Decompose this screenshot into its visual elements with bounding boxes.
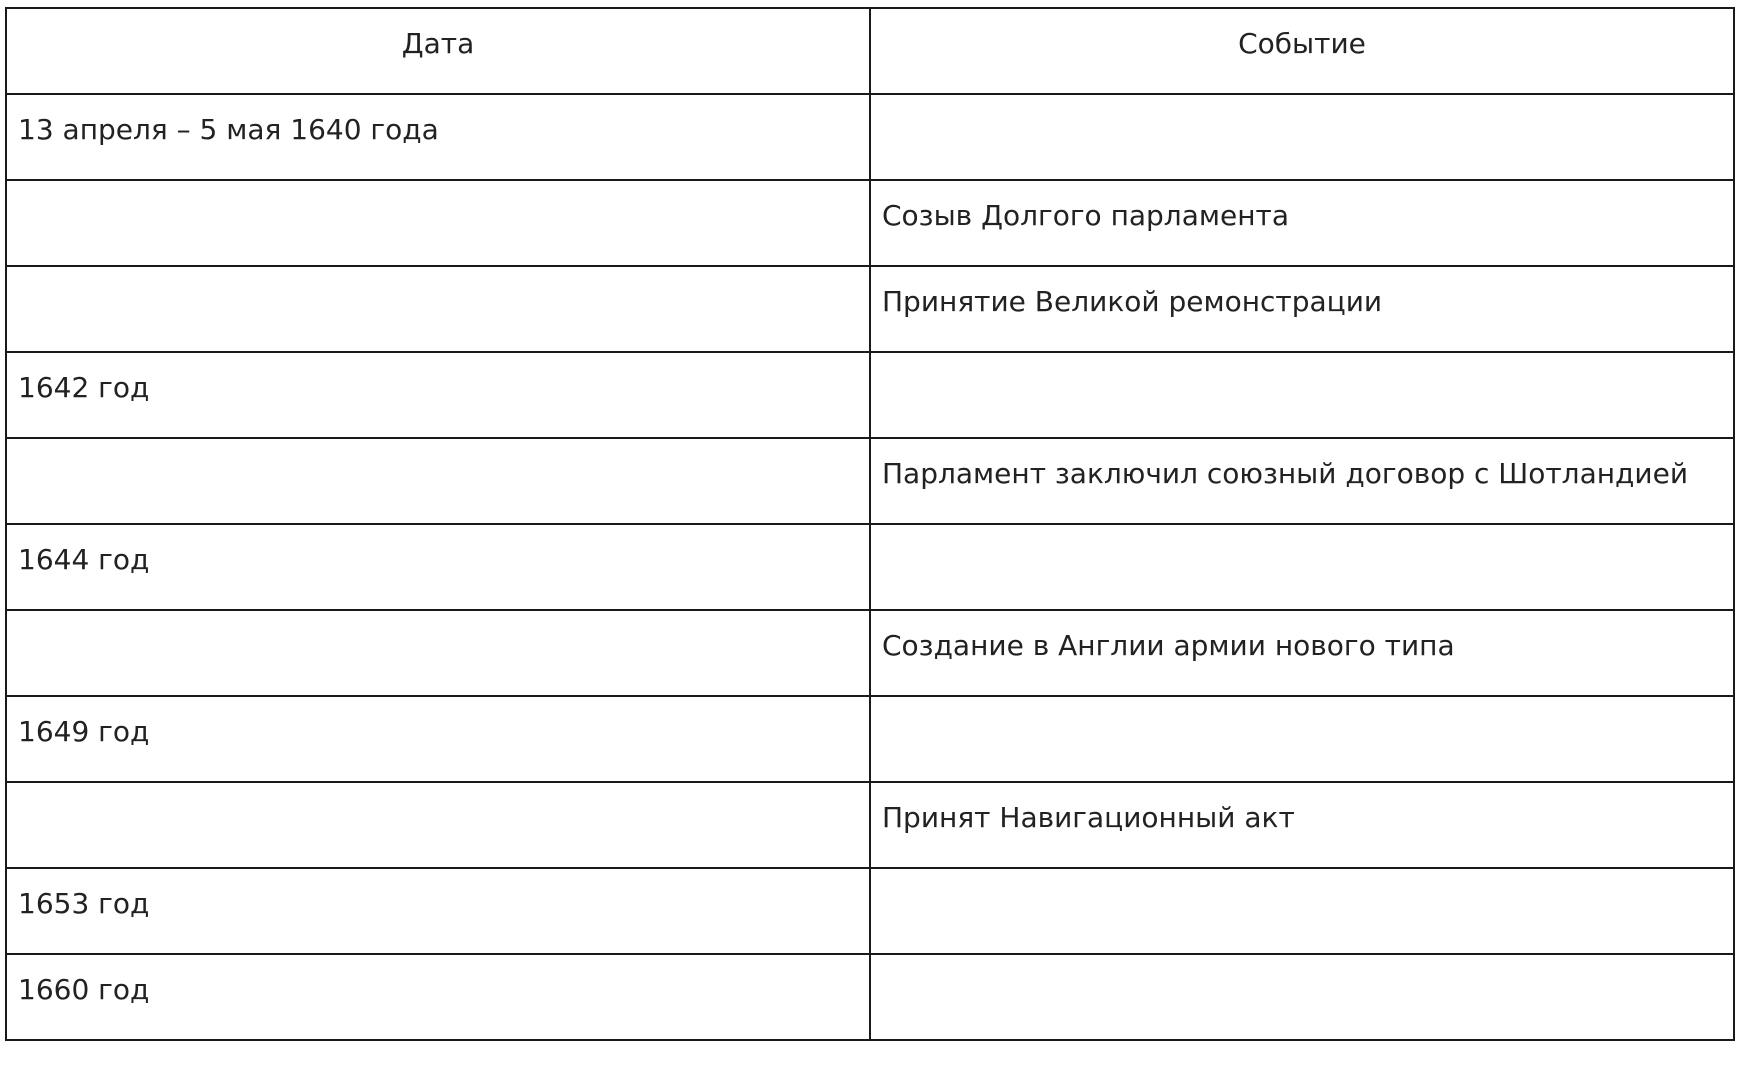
event-cell — [870, 524, 1734, 610]
date-cell: 1644 год — [6, 524, 870, 610]
table-row — [6, 868, 1734, 954]
event-cell — [870, 696, 1734, 782]
date-cell — [6, 180, 870, 266]
table-row — [6, 782, 1734, 868]
column-header-date: Дата — [6, 8, 870, 94]
table-row — [6, 524, 1734, 610]
timeline-table — [5, 7, 1735, 1041]
table-row — [6, 352, 1734, 438]
date-cell — [6, 438, 870, 524]
event-cell: Созыв Долгого парламента — [870, 180, 1734, 266]
table-row — [6, 94, 1734, 180]
table-row — [6, 266, 1734, 352]
event-cell: Парламент заключил союзный договор с Шотландией — [870, 438, 1734, 524]
date-cell: 1649 год — [6, 696, 870, 782]
event-cell — [870, 954, 1734, 1040]
event-cell — [870, 868, 1734, 954]
table-row — [6, 610, 1734, 696]
event-cell: Принятие Великой ремонстрации — [870, 266, 1734, 352]
table-row — [6, 180, 1734, 266]
event-cell — [870, 94, 1734, 180]
table-row — [6, 438, 1734, 524]
date-cell — [6, 266, 870, 352]
date-cell: 1653 год — [6, 868, 870, 954]
date-cell — [6, 782, 870, 868]
event-cell — [870, 352, 1734, 438]
date-cell: 1642 год — [6, 352, 870, 438]
date-cell: 13 апреля – 5 мая 1640 года — [6, 94, 870, 180]
event-cell: Принят Навигационный акт — [870, 782, 1734, 868]
event-cell: Создание в Англии армии нового типа — [870, 610, 1734, 696]
date-cell: 1660 год — [6, 954, 870, 1040]
table-row — [6, 696, 1734, 782]
column-header-event: Событие — [870, 8, 1734, 94]
table-row — [6, 954, 1734, 1040]
table-header-row — [6, 8, 1734, 94]
date-cell — [6, 610, 870, 696]
